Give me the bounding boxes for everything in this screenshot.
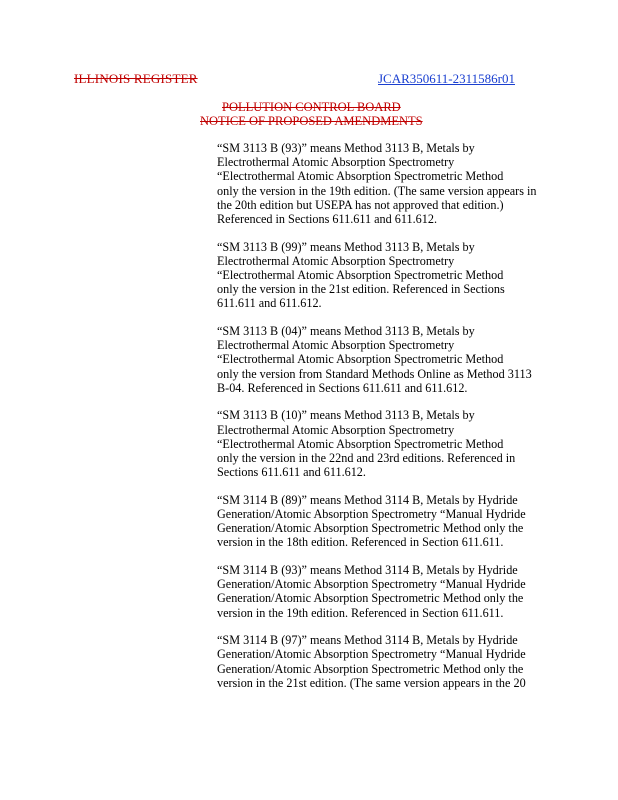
definition-line: version in the 18th edition. Referenced in Section 611.611.	[217, 535, 504, 550]
definition-line: “Electrothermal Atomic Absorption Spectrometric Method	[217, 352, 504, 367]
definition-line: version in the 19th edition. Referenced in Section 611.611.	[217, 605, 504, 620]
register-title: ILLINOIS REGISTER	[74, 71, 198, 86]
definition-line: “SM 3114 B (93)” means Method 3114 B, Metals by Hydride	[217, 563, 518, 578]
definition-entry	[217, 240, 567, 311]
definition-line: Sections 611.611 and 611.612.	[217, 465, 366, 480]
definition-line: B-04. Referenced in Sections 611.611 and 611.612.	[217, 380, 468, 395]
definition-line: “SM 3113 B (10)” means Method 3113 B, Metals by	[217, 408, 475, 423]
definition-line: “Electrothermal Atomic Absorption Spectrometric Method	[217, 436, 504, 451]
definitions-list	[217, 141, 567, 703]
definition-line: Generation/Atomic Absorption Spectrometry “Manual Hydride	[217, 647, 526, 662]
definition-line: Referenced in Sections 611.611 and 611.612.	[217, 212, 437, 227]
definition-line: only the version in the 19th edition. (The same version appears in	[217, 183, 537, 198]
definition-line: only the version in the 21st edition. Referenced in Sections	[217, 282, 505, 297]
definition-line: Generation/Atomic Absorption Spectrometric Method only the	[217, 591, 524, 606]
definition-line: version in the 21st edition. (The same version appears in the 20	[217, 675, 526, 690]
notice-title: NOTICE OF PROPOSED AMENDMENTS	[200, 114, 423, 128]
definition-line: Generation/Atomic Absorption Spectrometric Method only the	[217, 661, 524, 676]
document-id: JCAR350611-2311586r01	[378, 71, 515, 86]
definition-line: Electrothermal Atomic Absorption Spectrometry	[217, 422, 455, 437]
definition-line: Generation/Atomic Absorption Spectrometry “Manual Hydride	[217, 577, 526, 592]
definition-entry	[217, 408, 567, 479]
definition-line: “SM 3114 B (89)” means Method 3114 B, Metals by Hydride	[217, 492, 518, 507]
definition-entry	[217, 493, 567, 550]
definition-line: Generation/Atomic Absorption Spectrometry “Manual Hydride	[217, 507, 526, 522]
definition-entry	[217, 141, 567, 226]
definition-entry	[217, 563, 567, 620]
definition-line: Electrothermal Atomic Absorption Spectrometry	[217, 253, 455, 268]
definition-line: only the version in the 22nd and 23rd editions. Referenced in	[217, 451, 516, 466]
definition-line: Electrothermal Atomic Absorption Spectrometry	[217, 155, 455, 170]
definition-line: only the version from Standard Methods Online as Method 3113	[217, 366, 532, 381]
definition-line: “SM 3113 B (93)” means Method 3113 B, Metals by	[217, 141, 475, 155]
definition-line: “Electrothermal Atomic Absorption Spectrometric Method	[217, 268, 504, 283]
definition-line: “SM 3113 B (04)” means Method 3113 B, Metals by	[217, 324, 475, 339]
definition-entry	[217, 633, 567, 690]
definition-line: “SM 3114 B (97)” means Method 3114 B, Metals by Hydride	[217, 633, 518, 648]
definition-entry	[217, 324, 567, 395]
definition-line: “SM 3113 B (99)” means Method 3113 B, Metals by	[217, 239, 475, 254]
definition-line: “Electrothermal Atomic Absorption Spectrometric Method	[217, 169, 504, 184]
definition-line: the 20th edition but USEPA has not approved that edition.)	[217, 197, 504, 212]
agency-name: POLLUTION CONTROL BOARD	[222, 100, 401, 114]
definition-line: Generation/Atomic Absorption Spectrometric Method only the	[217, 521, 524, 536]
definition-line: 611.611 and 611.612.	[217, 296, 322, 311]
definition-line: Electrothermal Atomic Absorption Spectrometry	[217, 338, 455, 353]
